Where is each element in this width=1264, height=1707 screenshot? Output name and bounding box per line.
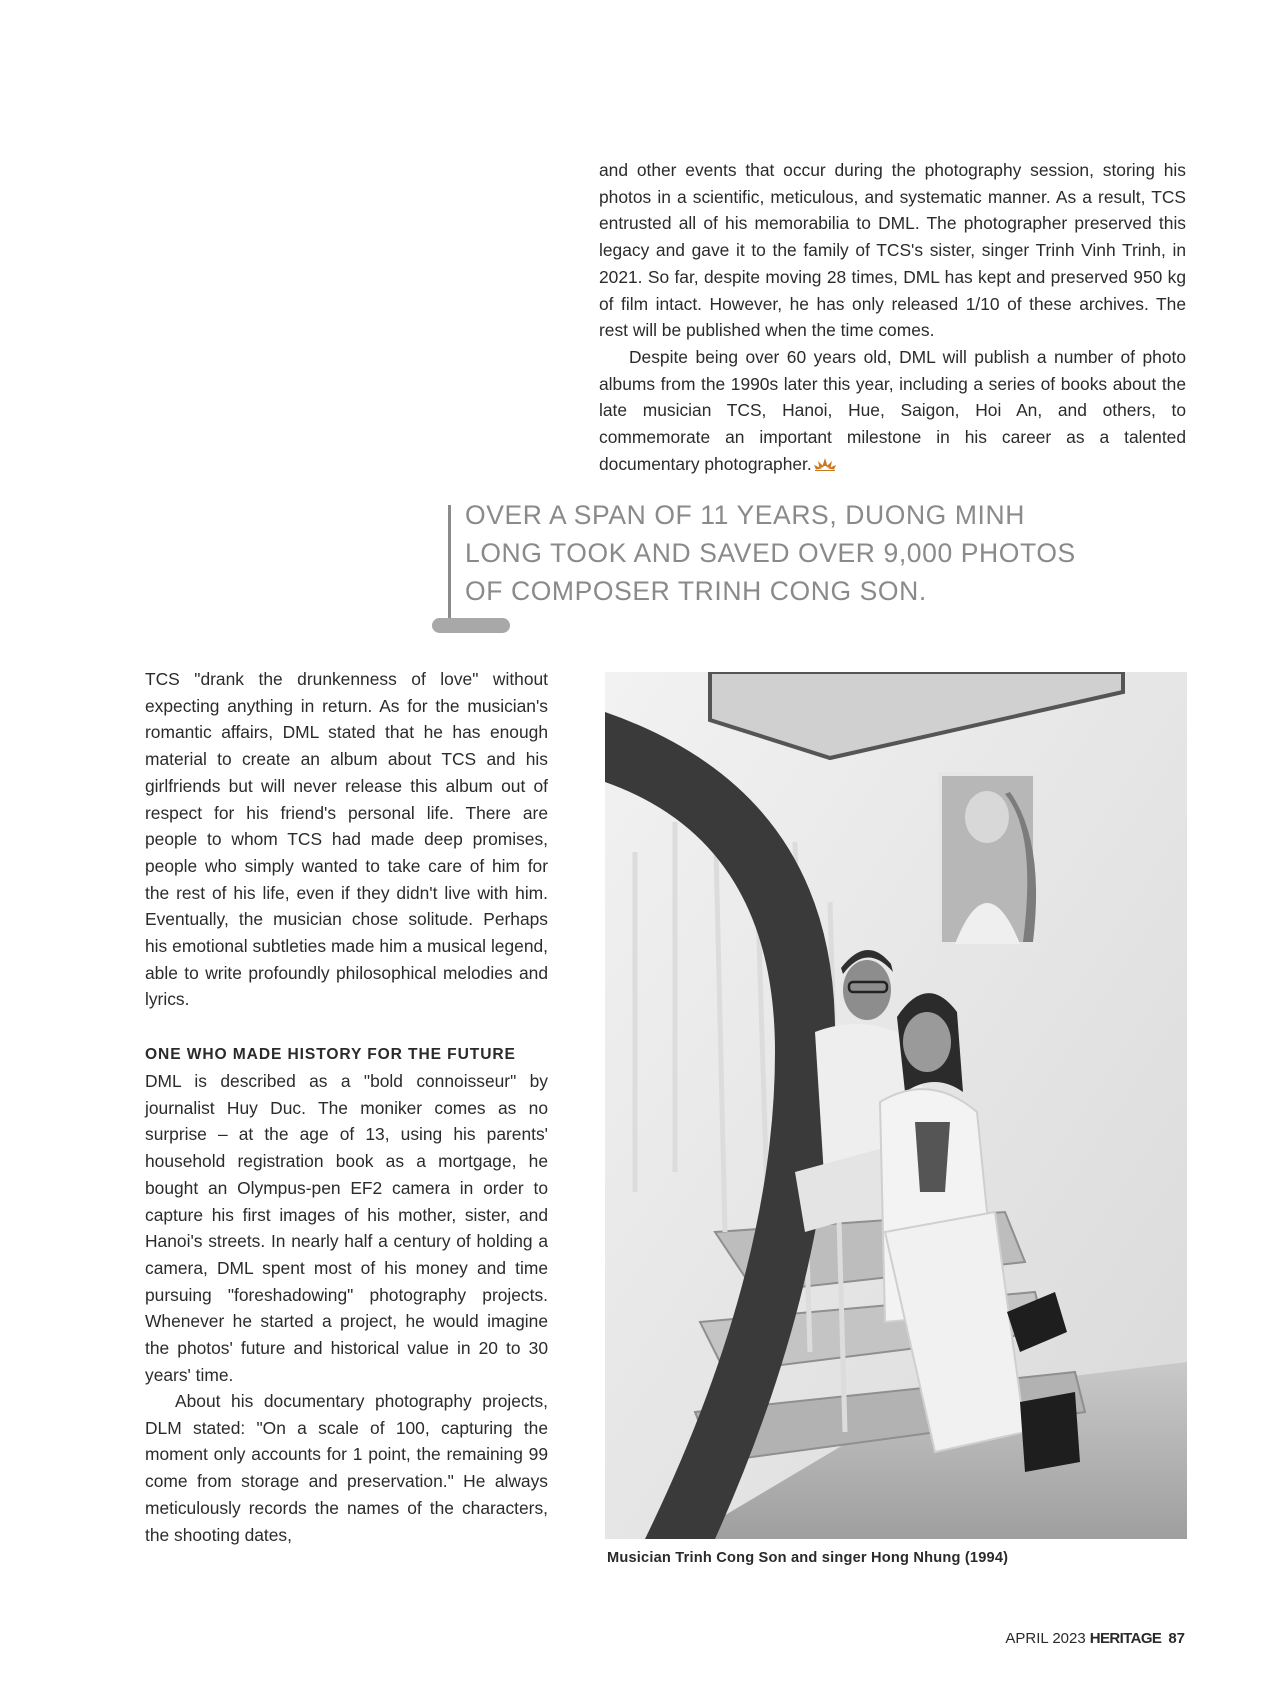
page-number: 87 <box>1168 1630 1185 1647</box>
left-paragraph-2: DML is described as a "bold connoisseur" by journalist Huy Duc. The moniker comes as no surprise – at the age of 13, using his parents' household registration book as a mortgage, he bought an Olympus-pen EF2 camera in order to capture his first images of his mother, sister, and Hanoi's streets. In nearly half a century of holding a camera, DML spent most of his money and time pursuing "foreshadowing" photography projects. Whenever he started a project, he would imagine the photos' future and historical value in 20 to 30 years' time. <box>145 1071 548 1385</box>
top-paragraph-2 <box>599 344 1186 478</box>
photo-caption: Musician Trinh Cong Son and singer Hong Nhung (1994) <box>607 1550 1009 1566</box>
top-paragraph-1: and other events that occur during the photography session, storing his photos in a scientific, meticulous, and systematic manner. As a result, TCS entrusted all of his memorabilia to DML. The photographer preserved this legacy and gave it to the family of TCS's sister, singer Trinh Vinh Trinh, in 2021. So far, despite moving 28 times, DML has kept and preserved 950 kg of film intact. However, he has only released 1/10 of these archives. The rest will be published when the time comes. <box>599 160 1186 341</box>
lotus-icon <box>813 457 837 471</box>
photo-illustration <box>605 672 1187 1539</box>
article-photo <box>605 672 1187 1539</box>
pull-quote-tab <box>432 618 510 633</box>
left-paragraph-1: TCS "drank the drunkenness of love" without expecting anything in return. As for the musician's romantic affairs, DML stated that he has enough material to create an album about TCS and his girlfriends but will never release this album out of respect for his friend's personal life. There are people to whom TCS had made deep promises, people who simply wanted to take care of him for the rest of his life, even if they didn't live with him. Eventually, the musician chose solitude. Perhaps his emotional subtleties made him a musical legend, able to write profoundly philosophical melodies and lyrics. <box>145 669 548 1010</box>
pull-quote-bar <box>448 505 451 622</box>
left-paragraph-3: About his documentary photography projects, DLM stated: "On a scale of 100, capturing the moment only accounts for 1 point, the remaining 99 come from storage and preservation." He always meticulously records the names of the characters, the shooting dates, <box>145 1391 548 1545</box>
pull-quote: OVER A SPAN OF 11 YEARS, DUONG MINH LONG TOOK AND SAVED OVER 9,000 PHOTOS OF COMPOSER TRINH CONG SON. <box>465 500 1076 606</box>
top-paragraph-2-text: Despite being over 60 years old, DML will publish a number of photo albums from the 1990s later this year, including a series of books about the late musician TCS, Hanoi, Hue, Saigon, Hoi An, and others, to commemorate an important milestone in his career as a talented documentary photographer. <box>599 347 1186 474</box>
section-heading: ONE WHO MADE HISTORY FOR THE FUTURE <box>145 1046 516 1063</box>
page-footer <box>1005 1630 1185 1647</box>
footer-publication: HERITAGE <box>1089 1630 1162 1647</box>
footer-issue: APRIL 2023 <box>1005 1630 1086 1647</box>
